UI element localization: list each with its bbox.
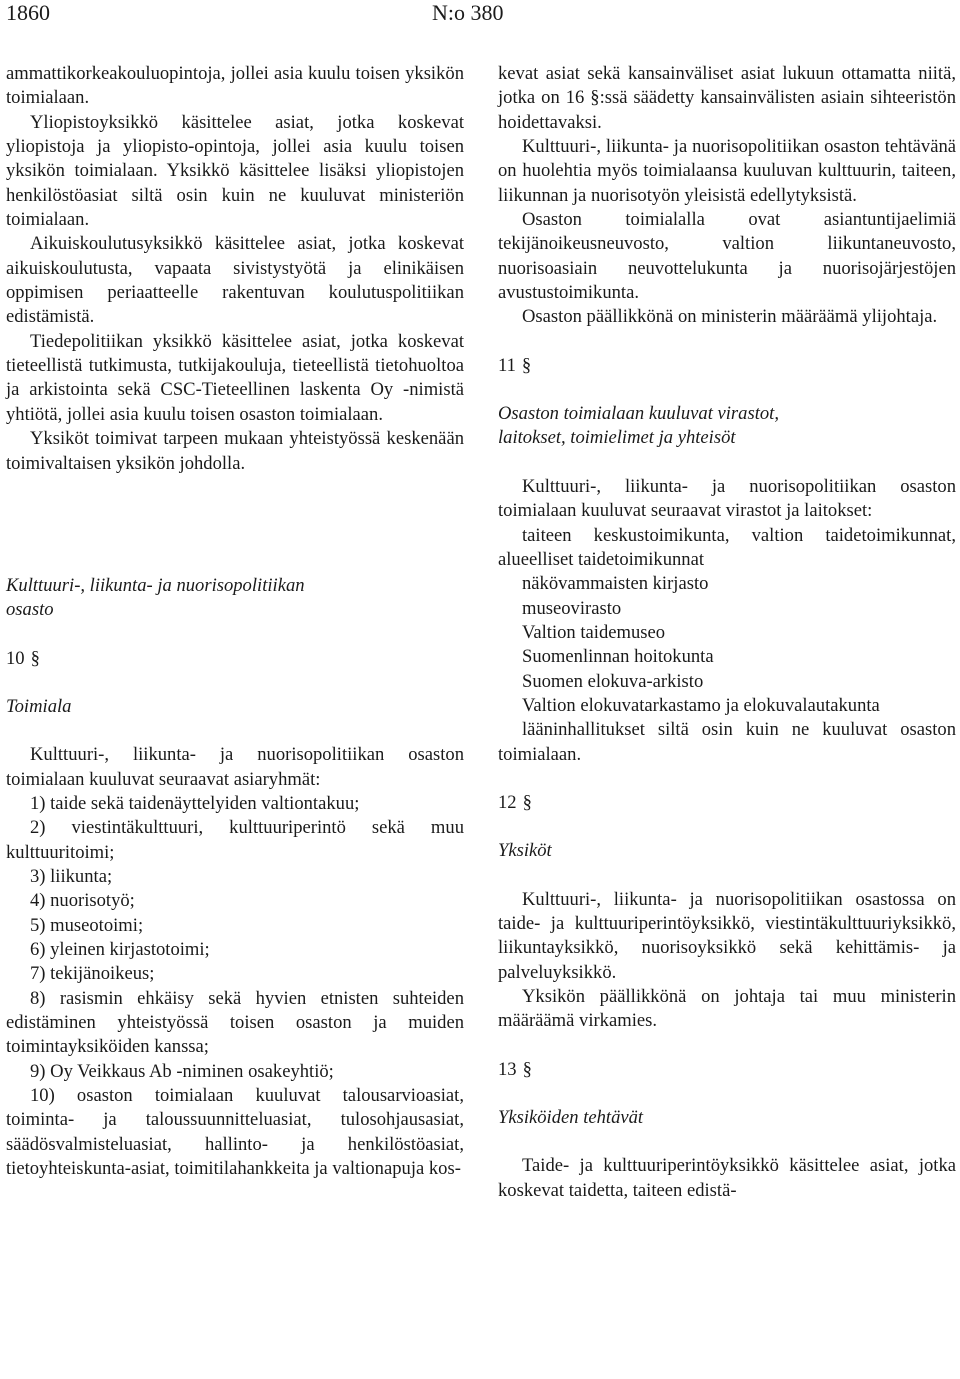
section-number: 10 § — [6, 647, 40, 669]
list-item: 3) liikunta; — [30, 865, 113, 887]
page-header — [0, 0, 960, 32]
section-title: Yksiköiden tehtävät — [498, 1107, 644, 1129]
list-item: Valtion elokuvatarkastamo ja elokuvalautakunta — [522, 694, 880, 716]
document-number: N:o 380 — [432, 0, 504, 25]
section-sign: § — [522, 791, 532, 813]
list-item: taiteen keskustoimikunta, valtion taidetoimikunnat, alueelliset taidetoimikunnat — [498, 524, 956, 570]
list-item: Valtion taidemuseo — [522, 621, 666, 643]
list-item: 5) museotoimi; — [30, 914, 144, 936]
list-item: museovirasto — [522, 597, 622, 619]
paragraph: Taide- ja kulttuuriperintöyksikkö käsittelee asiat, jotka koskevat taidetta, taiteen edistä- — [498, 1155, 956, 1201]
department-heading-line2: osasto — [6, 599, 54, 621]
list-item: Suomenlinnan hoitokunta — [522, 646, 714, 668]
list-item: 9) Oy Veikkaus Ab -niminen osakeyhtiö; — [30, 1060, 334, 1082]
list-item: 2) viestintäkulttuuri, kulttuuriperintö sekä muu kulttuuritoimi; — [6, 817, 464, 863]
list-item: 4) nuorisotyö; — [30, 890, 135, 912]
list-item: 6) yleinen kirjastotoimi; — [30, 938, 210, 960]
paragraph: Osaston päällikkönä on ministerin määräämä ylijohtaja. — [522, 306, 938, 328]
section-title-line2: laitokset, toimielimet ja yhteisöt — [498, 427, 736, 449]
department-heading: Kulttuuri-, liikunta- ja nuorisopolitiikan — [6, 574, 305, 596]
list-item: lääninhallitukset siltä osin kuin ne kuuluvat osaston toimialaan. — [498, 719, 956, 765]
paragraph: Yksikön päällikkönä on johtaja tai muu ministerin määräämä virkamies. — [498, 986, 956, 1032]
section-number: 13 § — [498, 1058, 532, 1080]
section-sign: § — [521, 354, 532, 376]
list-item: Suomen elokuva-arkisto — [522, 670, 704, 692]
section-title: Yksiköt — [498, 840, 552, 862]
section-title: Toimiala — [6, 695, 72, 717]
section-title: Osaston toimialaan kuuluvat virastot, — [498, 403, 779, 425]
section-sign: § — [30, 647, 40, 669]
section-intro: Kulttuuri-, liikunta- ja nuorisopolitiikan osaston toimialaan kuuluvat seuraavat asiaryhmät: — [6, 744, 464, 790]
paragraph: Kulttuuri-, liikunta- ja nuorisopolitiikan osaston tehtävänä on huolehtia myös toimialaansa kuuluvan kulttuurin, taiteen, liikunnan ja nuorisotyön yleisistä edellytyksistä. — [498, 136, 956, 206]
paragraph: Tiedepolitiikan yksikkö käsittelee asiat, jotka koskevat tieteellistä tutkimusta, tutkijakouluja, tieteellistä tietohuoltoa ja arkistointa sekä CSC-Tieteellinen laskenta Oy -nimistä yhtiötä, jollei asia kuulu toisen osaston toimialaan. — [6, 330, 464, 425]
paragraph: Aikuiskoulutusyksikkö käsittelee asiat, jotka koskevat aikuiskoulutusta, vapaata sivistystyötä ja elinikäisen oppimisen periaatteelle rakentuvan koulutuspolitiikan edistämistä. — [6, 233, 464, 328]
list-item: 8) rasismin ehkäisy sekä hyvien etnisten suhteiden edistäminen yhteistyössä toisen osaston ja muiden toimintayksiköiden kanssa; — [6, 987, 464, 1058]
list-item: 10) osaston toimialaan kuuluvat talousarvioasiat, toiminta- ja taloussuunnitteluasiat, tulosohjausasiat, säädösvalmisteluasiat, hallinto- ja henkilöstöasiat, tietoyhteiskunta-asiat, toimitilahankkeita ja valtionapuja kos- — [6, 1085, 464, 1180]
list-item: 7) tekijänoikeus; — [30, 963, 155, 985]
paragraph: ammattikorkeakouluopintoja, jollei asia kuulu toisen yksikön toimialaan. — [6, 63, 464, 109]
paragraph: Osaston toimialalla ovat asiantuntijaelimiä tekijänoikeusneuvosto, valtion liikuntaneuvosto, nuorisoasiain neuvottelukunta ja nuorisojärjestöjen avustustoimikunta. — [498, 209, 956, 304]
list-item: näkövammaisten kirjasto — [522, 573, 709, 595]
section-number: 11 § — [498, 354, 532, 376]
right-column — [498, 62, 956, 1203]
paragraph: Kulttuuri-, liikunta- ja nuorisopolitiikan osastossa on taide- ja kulttuuriperintöyksikkö, viestintäkulttuuriyksikkö, liikuntayksikkö, nuorisoyksikkö sekä kehittämis- ja palveluyksikkö. — [498, 888, 956, 983]
section-intro: Kulttuuri-, liikunta- ja nuorisopolitiikan osaston toimialaan kuuluvat seuraavat virastot ja laitokset: — [498, 475, 956, 522]
paragraph: Yksiköt toimivat tarpeen mukaan yhteistyössä keskenään toimivaltaisen yksikön johdolla. — [6, 428, 464, 474]
section-number: 12 § — [498, 791, 532, 813]
left-column — [6, 62, 464, 1181]
paragraph: Yliopistoyksikkö käsittelee asiat, jotka koskevat yliopistoja ja yliopisto-opintoja, jollei asia kuulu toisen yksikön toimialaan. Yksikkö käsittelee lisäksi yliopistojen henkilöstöasiat siltä osin kuin ne kuuluvat ministeriön toimialaan. — [6, 111, 464, 231]
page-number: 1860 — [6, 0, 50, 25]
section-sign: § — [522, 1058, 532, 1080]
list-item: 1) taide sekä taidenäyttelyiden valtiontakuu; — [30, 792, 360, 814]
paragraph: kevat asiat sekä kansainväliset asiat lukuun ottamatta niitä, jotka on 16 §:ssä säädetty kansainvälisten asiain sihteeristön hoidettavaksi. — [498, 63, 956, 133]
